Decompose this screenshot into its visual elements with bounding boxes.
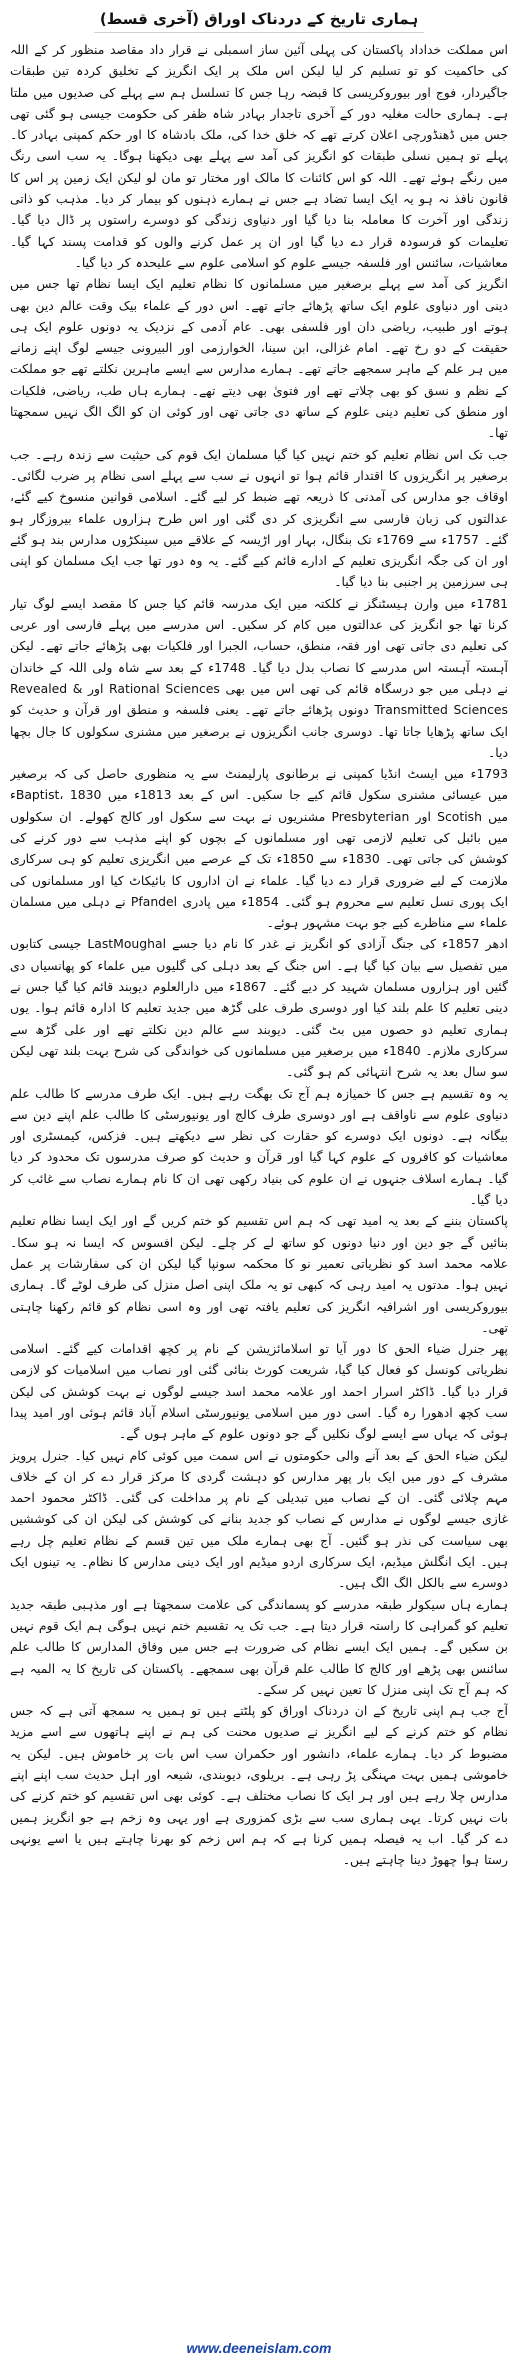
article-paragraph: پاکستان بننے کے بعد یہ امید تھی کہ ہم اس تقسیم کو ختم کریں گے اور ایک ایسا نظام تعلیم بنائیں گے جو دین اور دنیا دونوں کو ساتھ لے کر چلے۔ لیکن افسوس کہ ایسا نہ ہو سکا۔ علامہ محمد اسد کو نظریاتی تعمیر نو کا محکمہ سونپا گیا لیکن ان کی سفارشات پر عمل نہیں ہوا۔ مدتوں یہ امید رہی کہ کبھی تو یہ ملک اپنی اصل منزل کی طرف لوٹے گا۔ ہماری بیوروکریسی اور اشرافیہ انگریز کی تعلیم یافتہ تھی اور وہ اسی نظام کو قائم رکھنا چاہتی تھی۔: [10, 1213, 508, 1335]
article-paragraph: اس مملکت خداداد پاکستان کی پہلی آئین ساز اسمبلی نے قرار داد مقاصد منظور کر کے اللہ کی حاکمیت کو تو تسلیم کر لیا لیکن اس ملک پر ایک انگریز کے تخلیق کردہ تین طبقات جاگیردار، فوج اور بیوروکریسی کا قبضہ رہا جس کا تسلسل ہم سے پہلے کی صدیوں میں ملتا ہے۔ ہماری حالت مغلیہ دور کے آخری تاجدار بہادر شاہ ظفر کی حکومت جیسی ہو گئی تھی جس میں ڈھنڈورچی اعلان کرتے تھے کہ خلق خدا کی، ملک بادشاہ کا اور حکم کمپنی بہادر کا۔ پہلے تو ہمیں نسلی طبقات کو انگریز کی آمد سے پہلے بھی دیکھنا ہوگا۔ یہ سب اسی رنگ میں رنگے ہوئے تھے۔ اللہ کو اس کائنات کا مالک اور مختار تو مان لو لیکن ایک زمین پر اس کا قانون نافذ نہ ہو یہ ایک ایسا تضاد ہے جس نے ہمارے ذہنوں کو بیمار کر دیا۔ مذہب کو ذاتی زندگی اور آخرت کا معاملہ بنا دیا گیا اور دنیاوی زندگی کو دوسرے راستوں پر ڈال دیا گیا۔ تعلیمات کو فرسودہ قرار دے دیا گیا اور ان پر عمل کرنے والوں کو قدامت پسند کہا گیا۔ معاشیات، سائنس اور فلسفہ جیسے علوم کو اسلامی علوم سے علیحدہ کر دیا گیا۔: [10, 42, 508, 270]
article-paragraph: پھر جنرل ضیاء الحق کا دور آیا تو اسلامائزیشن کے نام پر کچھ اقدامات کیے گئے۔ اسلامی نظریاتی کونسل کو فعال کیا گیا، شریعت کورٹ بنائی گئی اور نصاب میں اسلامیات کو لازمی قرار دیا گیا۔ ڈاکٹر اسرار احمد اور علامہ محمد اسد جیسے لوگوں نے بہت کوشش کی لیکن سب کچھ ادھورا رہ گیا۔ اسی دور میں اسلامی یونیورسٹی اسلام آباد قائم ہوئی اور امید پیدا ہوئی کہ یہاں سے ایسے لوگ نکلیں گے جو دونوں علوم کے ماہر ہوں گے۔: [10, 1341, 508, 1442]
article-paragraph: انگریز کی آمد سے پہلے برصغیر میں مسلمانوں کا نظام تعلیم ایک ایسا نظام تھا جس میں دینی اور دنیاوی علوم ایک ساتھ پڑھائے جاتے تھے۔ اس دور کے علماء بیک وقت عالم دین بھی ہوتے اور طبیب، ریاضی دان اور فلسفی بھی۔ عام آدمی کے نزدیک یہ دونوں علوم ایک ہی حقیقت کے دو رخ تھے۔ امام غزالی، ابن سینا، الخوارزمی اور البیرونی جیسے لوگ اپنے زمانے میں ہر علم کے ماہر سمجھے جاتے تھے۔ ہمارے مدارس سے ایسے ماہرین نکلتے تھے جو مملکت کے نظم و نسق کو بھی چلاتے تھے اور فتویٰ بھی دیتے تھے۔ ہمارے ہاں طب، ریاضی، فلکیات اور منطق کی تعلیم دینی علوم کے ساتھ دی جاتی تھی اور کوئی ان کو الگ الگ نہیں سمجھتا تھا۔: [10, 276, 508, 441]
website-watermark: www.deeneislam.com: [186, 2340, 332, 2356]
article-paragraph: آج جب ہم اپنی تاریخ کے ان دردناک اوراق کو پلٹتے ہیں تو ہمیں یہ سمجھ آتی ہے کہ جس نظام کو ختم کرنے کے لیے انگریز نے صدیوں محنت کی ہم نے اپنے ہاتھوں سے اسے مزید مضبوط کر دیا۔ ہمارے علماء، دانشور اور حکمران سب اس بات پر خاموش ہیں۔ لیکن یہ خاموشی ہمیں بہت مہنگی پڑ رہی ہے۔ بریلوی، دیوبندی، شیعہ اور اہل حدیث سب اپنے اپنے مدارس چلا رہے ہیں اور ہر ایک کا نصاب مختلف ہے۔ کوئی بھی اس تقسیم کو ختم کرنے کی بات نہیں کرتا۔ یہی ہماری سب سے بڑی کمزوری ہے اور یہی وہ زخم ہے جو انگریز ہمیں دے کر گیا۔ اب یہ فیصلہ ہمیں کرنا ہے کہ ہم اس زخم کو بھرنا چاہتے ہیں یا اسے یونہی رستا ہوا چھوڑ دینا چاہتے ہیں۔: [10, 1703, 508, 1868]
title-container: [10, 8, 508, 33]
article-paragraph: ادھر 1857ء کی جنگ آزادی کو انگریز نے غدر کا نام دیا جسے LastMoughal جیسی کتابوں میں تفصیل سے بیان کیا گیا ہے۔ اس جنگ کے بعد دہلی کی گلیوں میں علماء کو پھانسیاں دی گئیں اور ہزاروں مسلمان شہید کر دیے گئے۔ 1867ء میں دارالعلوم دیوبند قائم کیا گیا جس نے دینی تعلیم کا علم بلند کیا اور دوسری طرف علی گڑھ میں جدید تعلیم کا ادارہ قائم ہوا۔ یوں ہماری تعلیم دو حصوں میں بٹ گئی۔ دیوبند سے عالم دین نکلتے تھے اور علی گڑھ سے سرکاری ملازم۔ 1840ء میں برصغیر میں مسلمانوں کی خواندگی کی شرح بہت بلند تھی لیکن سو سال بعد یہ شرح انتہائی کم ہو گئی۔: [10, 936, 508, 1080]
article-paragraph: ہمارے ہاں سیکولر طبقہ مدرسے کو پسماندگی کی علامت سمجھتا ہے اور مذہبی طبقہ جدید تعلیم کو گمراہی کا راستہ قرار دیتا ہے۔ جب تک یہ تقسیم ختم نہیں ہوگی ہم ایک قوم نہیں بن سکیں گے۔ ہمیں ایک ایسے نظام کی ضرورت ہے جس میں وفاق المدارس کا طالب علم سائنس بھی پڑھے اور کالج کا طالب علم قرآن بھی سمجھے۔ پاکستان کی تاریخ کا یہ المیہ ہے کہ ہم آج تک اپنی منزل کا تعین نہیں کر سکے۔: [10, 1596, 508, 1697]
article-paragraph: 1781ء میں وارن ہیسٹنگز نے کلکتہ میں ایک مدرسہ قائم کیا جس کا مقصد ایسے لوگ تیار کرنا تھا جو انگریز کی عدالتوں میں کام کر سکیں۔ اس مدرسے میں پہلے فارسی اور عربی کی تعلیم دی جاتی تھی اور فقہ، منطق، حساب، الجبرا اور فلکیات بھی پڑھائے جاتے تھے۔ لیکن آہستہ آہستہ اس مدرسے کا نصاب بدل دیا گیا۔ 1748ء کے بعد سے شاہ ولی اللہ کے خاندان نے دہلی میں جو درسگاہ قائم کی تھی اس میں بھی Rational Sciences اور Revealed & Transmitted Sciences دونوں پڑھائے جاتے تھے۔ یعنی فلسفہ و منطق اور قرآن و حدیث کو ایک ساتھ پڑھایا جاتا تھا۔ دوسری جانب انگریزوں نے برصغیر میں مشنری سکولوں کا جال بچھا دیا۔: [10, 595, 508, 760]
article-title: ہماری تاریخ کے دردناک اوراق (آخری قسط): [94, 8, 424, 33]
article-paragraph: جب تک اس نظام تعلیم کو ختم نہیں کیا گیا مسلمان ایک قوم کی حیثیت سے زندہ رہے۔ جب برصغیر پر انگریزوں کا اقتدار قائم ہوا تو انہوں نے سب سے پہلے اسی نظام پر ضرب لگائی۔ اوقاف جو مدارس کی آمدنی کا ذریعہ تھے ضبط کر لیے گئے۔ اسلامی قوانین منسوخ کیے گئے، عدالتوں کی زبان فارسی سے انگریزی کر دی گئی اور اس طرح ہزاروں علماء بیروزگار ہو گئے۔ 1757ء سے 1769ء تک بنگال، بہار اور اڑیسہ کے علاقے میں سینکڑوں مدارس بند ہو گئے اور ان کی جگہ انگریزی تعلیم کے ادارے قائم کیے گئے۔ یہ وہ دور تھا جب ایک مسلمان کو اپنی ہی سرزمین پر اجنبی بنا دیا گیا۔: [10, 446, 508, 590]
article-paragraph: 1793ء میں ایسٹ انڈیا کمپنی نے برطانوی پارلیمنٹ سے یہ منظوری حاصل کی کہ برصغیر میں عیسائی مشنری سکول قائم کیے جا سکیں۔ اس کے بعد 1813ء میں Baptist، 1830ء میں Scotish اور Presbyterian مشنریوں نے بہت سے سکول اور کالج کھولے۔ ان سکولوں میں بائبل کی تعلیم لازمی تھی اور مسلمانوں کے بچوں کو اپنے مذہب سے دور کرنے کی کوشش کی جاتی تھی۔ 1830ء سے 1850ء تک کے عرصے میں انگریزی تعلیم کو ہی سرکاری ملازمت کے لیے ضروری قرار دے دیا گیا۔ علماء نے ان اداروں کا بائیکاٹ کیا اور مسلمانوں کی ایک پوری نسل تعلیم سے محروم ہو گئی۔ 1854ء میں پادری Pfandel نے دہلی میں مسلمان علماء سے مناظرے کیے جو بہت مشہور ہوئے۔: [10, 766, 508, 931]
article-body: [10, 39, 508, 2309]
article-paragraph: لیکن ضیاء الحق کے بعد آنے والی حکومتوں نے اس سمت میں کوئی کام نہیں کیا۔ جنرل پرویز مشرف کے دور میں ایک بار پھر مدارس کو دہشت گردی کا مرکز قرار دے کر ان کے خلاف مہم چلائی گئی۔ ان کے نصاب میں تبدیلی کے نام پر مداخلت کی گئی۔ ڈاکٹر محمود احمد غازی جیسے لوگوں نے مدارس کے نصاب کو جدید بنانے کی کوشش کی لیکن ان کی کوششیں بھی سیاست کی نذر ہو گئیں۔ آج بھی ہمارے ملک میں تین قسم کے نظام تعلیم چل رہے ہیں۔ ایک انگلش میڈیم، ایک سرکاری اردو میڈیم اور ایک دینی مدارس کا نظام۔ یہ تینوں ایک دوسرے سے بالکل الگ الگ ہیں۔: [10, 1447, 508, 1591]
article-paragraph: یہ وہ تقسیم ہے جس کا خمیازہ ہم آج تک بھگت رہے ہیں۔ ایک طرف مدرسے کا طالب علم دنیاوی علوم سے ناواقف ہے اور دوسری طرف کالج اور یونیورسٹی کا طالب علم اپنے دین سے بیگانہ ہے۔ دونوں ایک دوسرے کو حقارت کی نظر سے دیکھتے ہیں۔ فزکس، کیمسٹری اور معاشیات کو کافروں کے علوم کہا گیا اور قرآن و حدیث کو صرف مدرسوں تک محدود کر دیا گیا۔ ہمارے اسلاف جنہوں نے ان علوم کی بنیاد رکھی تھی ان کا نام ہمارے نصاب سے غائب کر دیا گیا۔: [10, 1085, 508, 1208]
